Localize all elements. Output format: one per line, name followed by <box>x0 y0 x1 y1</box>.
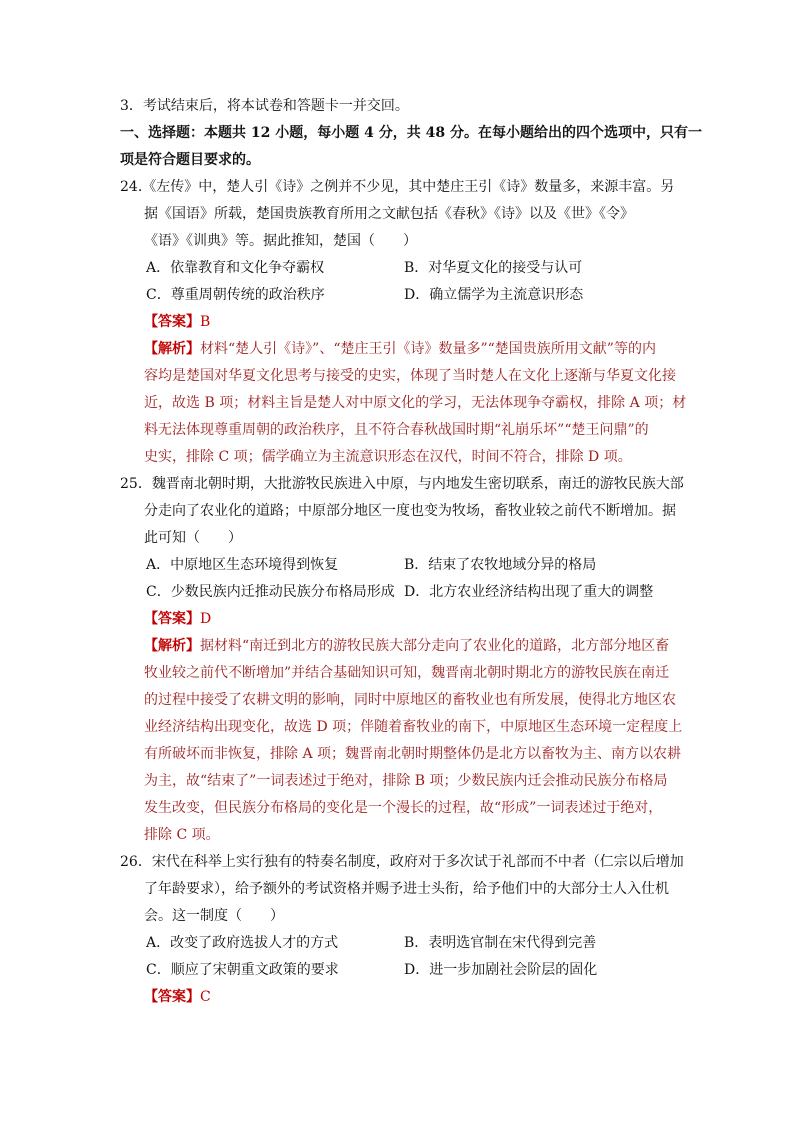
question-26 <box>120 849 684 1011</box>
option-b: B．结束了农牧地域分异的格局 <box>404 557 597 573</box>
answer-label: 【答案】 <box>144 989 200 1005</box>
explanation-label: 【解析】 <box>144 638 200 654</box>
option-d: D．进一步加剧社会阶层的固化 <box>404 962 598 978</box>
explanation-line: 史实，排除 C 项；儒学确立为主流意识形态在汉代，时间不符合，排除 D 项。 <box>144 449 632 465</box>
answer-label: 【答案】 <box>144 314 200 330</box>
explanation-line: 近，故选 B 项；材料主旨是楚人对中原文化的学习，无法体现争夺霸权，排除 A 项；材 <box>144 395 687 411</box>
explanation-line: 业经济结构出现变化，故选 D 项；伴随着畜牧业的南下，中原地区生态环境一定程度上 <box>144 719 683 735</box>
options-row <box>120 282 680 309</box>
explanation-label: 【解析】 <box>144 341 200 357</box>
answer <box>120 309 680 336</box>
page-content <box>120 93 702 1011</box>
question-25 <box>120 471 684 849</box>
explanation-line: 有所破坏而非恢复，排除 A 项；魏晋南北朝时期整体仍是北方以畜牧为主、南方以农耕 <box>144 746 682 762</box>
question-stem-line: 25．魏晋南北朝时期，大批游牧民族进入中原，与内地发生密切联系，南迁的游牧民族大部 <box>120 476 684 492</box>
option-c: C．少数民族内迁推动民族分布格局形成 <box>146 584 395 600</box>
answer <box>120 606 680 633</box>
option-c: C．顺应了宋朝重文政策的要求 <box>146 962 339 978</box>
explanation-line: 为主，故“结束了”一词表述过于绝对，排除 B 项；少数民族内迁会推动民族分布格局 <box>144 773 668 789</box>
option-d: D．北方农业经济结构出现了重大的调整 <box>404 584 654 600</box>
explanation-line: 牧业较之前代不断增加”并结合基础知识可知，魏晋南北朝时期北方的游牧民族在南迁 <box>144 665 670 681</box>
option-a: A．依靠教育和文化争夺霸权 <box>146 260 325 276</box>
answer-value: B <box>200 314 211 330</box>
question-stem-line: 据《国语》所载，楚国贵族教育所用之文献包括《春秋》《诗》以及《世》《令》 <box>144 206 634 222</box>
question-stem-line: 《语》《训典》等。据此推知，楚国（ ） <box>144 233 417 249</box>
answer <box>120 984 680 1011</box>
explanation-line: 的过程中接受了农耕文明的影响，同时中原地区的畜牧业也有所发展，使得北方地区农 <box>144 692 676 708</box>
explanation-text: 据材料“南迁到北方的游牧民族大部分走向了农业化的道路，北方部分地区畜 <box>200 638 670 654</box>
question-24 <box>120 174 687 471</box>
option-c: C．尊重周朝传统的政治秩序 <box>146 287 325 303</box>
question-stem-line: 会。这一制度（ ） <box>144 908 284 924</box>
option-a: A．中原地区生态环境得到恢复 <box>146 557 339 573</box>
options-row <box>120 552 680 579</box>
options-row <box>120 255 680 282</box>
answer-value: D <box>200 611 212 627</box>
explanation-line: 发生改变，但民族分布格局的变化是一个漫长的过程，故“形成”一词表述过于绝对， <box>144 800 663 816</box>
question-stem-line: 26．宋代在科举上实行独有的特奏名制度，政府对于多次试于礼部而不中者（仁宗以后增加 <box>120 854 684 870</box>
explanation-line <box>120 633 680 660</box>
options-row <box>120 579 680 606</box>
explanation-line: 排除 C 项。 <box>144 827 220 843</box>
question-stem-line: 24.《左传》中，楚人引《诗》之例并不少见，其中楚庄王引《诗》数量多，来源丰富。另 <box>120 179 675 195</box>
explanation-line: 容均是楚国对华夏文化思考与接受的史实，体现了当时楚人在文化上逐渐与华夏文化接 <box>144 368 676 384</box>
explanation-line <box>120 336 680 363</box>
section-heading-line-1: 一、选择题：本题共 12 小题，每小题 4 分，共 48 分。在每小题给出的四个选项中，只有一 <box>120 125 702 141</box>
options-row <box>120 930 680 957</box>
section-heading-line-2: 项是符合题目要求的。 <box>120 152 260 168</box>
answer-label: 【答案】 <box>144 611 200 627</box>
option-a: A．改变了政府选拔人才的方式 <box>146 935 339 951</box>
explanation-line: 料无法体现尊重周朝的政治秩序，且不符合春秋战国时期“礼崩乐坏”“楚王问鼎”的 <box>144 422 649 438</box>
question-stem-line: 此可知（ ） <box>144 530 242 546</box>
options-row <box>120 957 680 984</box>
explanation-text: 材料“楚人引《诗》”、“楚庄王引《诗》数量多”“楚国贵族所用文献”等的内 <box>200 341 656 357</box>
instruction-3: 3．考试结束后，将本试卷和答题卡一并交回。 <box>120 98 409 114</box>
option-d: D．确立儒学为主流意识形态 <box>404 287 584 303</box>
option-b: B．表明选官制在宋代得到完善 <box>404 935 597 951</box>
option-b: B．对华夏文化的接受与认可 <box>404 260 583 276</box>
answer-value: C <box>200 989 211 1005</box>
question-stem-line: 了年龄要求），给予额外的考试资格并赐予进士头衔，给予他们中的大部分士人入仕机 <box>144 881 669 897</box>
question-stem-line: 分走向了农业化的道路；中原部分地区一度也变为牧场，畜牧业较之前代不断增加。据 <box>144 503 676 519</box>
